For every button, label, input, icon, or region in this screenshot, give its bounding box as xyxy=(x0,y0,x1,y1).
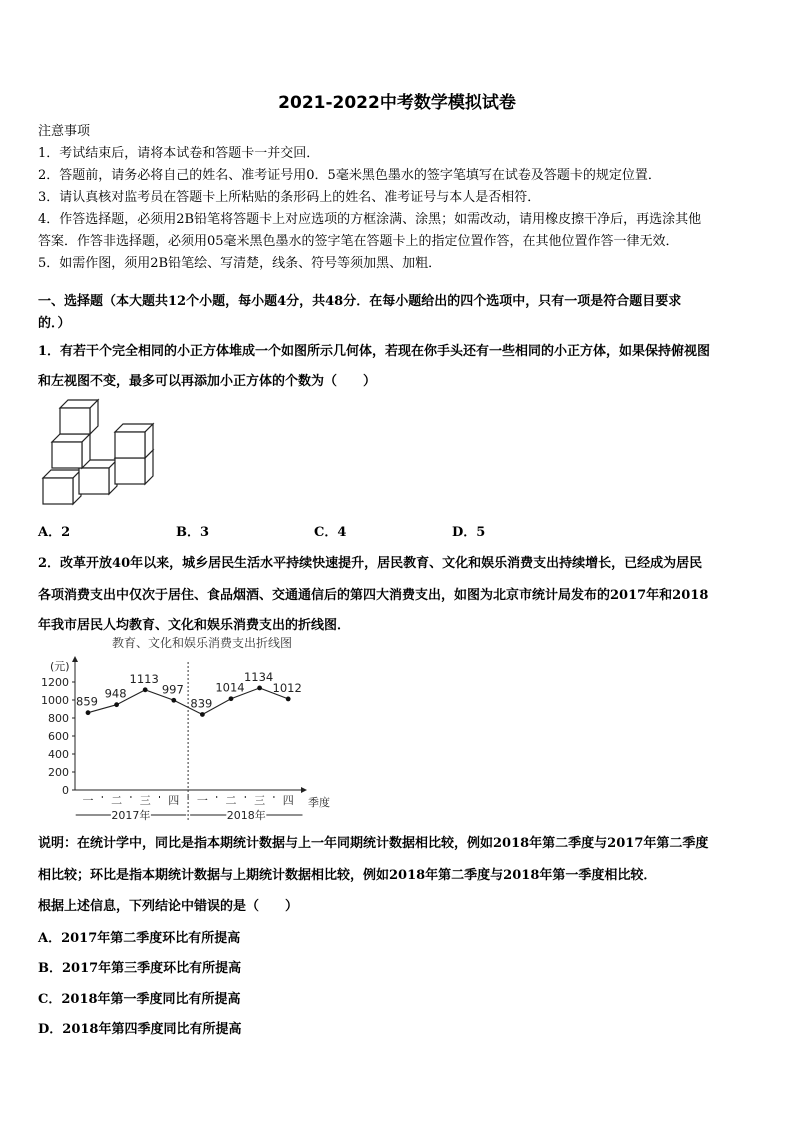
y-tick-label: 400 xyxy=(48,748,69,761)
data-point xyxy=(143,687,148,692)
option-b[interactable]: B．2017年第三季度环比有所提高 xyxy=(38,961,242,976)
y-axis-arrow xyxy=(72,656,78,662)
question-1-text: 1．有若干个完全相同的小正方体堆成一个如图所示几何体，若现在你手头还有一些相同的小正方体，如果保持俯视图 xyxy=(38,344,711,359)
data-label: 997 xyxy=(161,682,184,697)
notice-item: 1．考试结束后，请将本试卷和答题卡一并交回． xyxy=(38,146,320,161)
notice-item: 3．请认真核对监考员在答题卡上所粘贴的条形码上的姓名、准考证号与本人是否相符． xyxy=(38,190,541,205)
line-chart xyxy=(36,630,356,822)
data-point xyxy=(229,696,234,701)
section-heading: 一、选择题（本大题共12个小题，每小题4分，共48分．在每小题给出的四个选项中，只有一项是符合题目要求 xyxy=(38,294,682,309)
question-2-prompt: 根据上述信息，下列结论中错误的是（ ） xyxy=(38,899,299,914)
note-text-cont: 相比较；环比是指本期统计数据与上期统计数据相比较，例如2018年第二季度与2018年第一季度相比较． xyxy=(38,868,657,883)
y-tick-label: 0 xyxy=(62,784,69,797)
notice-heading: 注意事项 xyxy=(38,124,91,139)
x-tick-label: 三 xyxy=(139,794,151,807)
cube xyxy=(60,400,98,434)
data-label: 839 xyxy=(190,696,213,711)
question-1-text-cont: 和左视图不变，最多可以再添加小正方体的个数为（ ） xyxy=(38,374,377,389)
data-label: 948 xyxy=(104,686,127,701)
option-c[interactable]: C．4 xyxy=(314,525,347,540)
y-tick-label: 1200 xyxy=(41,676,69,689)
data-label: 1014 xyxy=(215,680,245,695)
note-text: 说明：在统计学中，同比是指本期统计数据与上一年同期统计数据相比较，例如2018年第二季度与2017年第二季度 xyxy=(38,836,709,851)
y-tick-label: 600 xyxy=(48,730,69,743)
question-2-text: 2．改革开放40年以来，城乡居民生活水平持续快速提升，居民教育、文化和娱乐消费支出持续增长，已经成为居民 xyxy=(38,556,703,571)
x-axis-label: 季度 xyxy=(308,796,330,809)
cube xyxy=(115,424,153,458)
section-heading-cont: 的．） xyxy=(38,316,71,331)
question-2-text-cont: 年我市居民人均教育、文化和娱乐消费支出的折线图． xyxy=(38,618,351,633)
question-2-text-cont: 各项消费支出中仅次于居住、食品烟酒、交通通信后的第四大消费支出，如图为北京市统计局发布的2017年和2018 xyxy=(38,588,709,603)
cube-stack-figure xyxy=(40,392,160,510)
option-d[interactable]: D．5 xyxy=(452,525,486,540)
group-label: 2017年 xyxy=(111,809,151,822)
option-a[interactable]: A．2017年第二季度环比有所提高 xyxy=(38,931,241,946)
data-point xyxy=(86,710,91,715)
x-tick-label: 一 xyxy=(196,794,208,807)
data-label: 1113 xyxy=(129,671,159,686)
option-c[interactable]: C．2018年第一季度同比有所提高 xyxy=(38,992,241,1007)
data-label: 1134 xyxy=(243,669,274,684)
x-tick-label: 四 xyxy=(282,794,294,807)
data-point xyxy=(286,697,291,702)
page-title: 2021-2022中考数学模拟试卷 xyxy=(278,93,516,113)
y-axis-label: (元) xyxy=(50,660,70,673)
data-label: 1012 xyxy=(272,680,302,695)
y-tick-label: 200 xyxy=(48,766,69,779)
y-tick-label: 1000 xyxy=(41,694,69,707)
notice-item: 答案．作答非选择题，必须用05毫米黑色墨水的签字笔在答题卡上的指定位置作答，在其他位置作答一律无效． xyxy=(38,234,679,249)
x-tick-label: 四 xyxy=(168,794,180,807)
x-axis-arrow xyxy=(301,787,307,793)
option-d[interactable]: D．2018年第四季度同比有所提高 xyxy=(38,1022,242,1037)
y-tick-label: 800 xyxy=(48,712,69,725)
data-point xyxy=(200,712,205,717)
option-a[interactable]: A．2 xyxy=(38,525,71,540)
data-label: 859 xyxy=(76,694,98,709)
notice-item: 4．作答选择题，必须用2B铅笔将答题卡上对应选项的方框涂满、涂黑；如需改动，请用橡皮擦干净后，再选涂其他 xyxy=(38,212,702,227)
x-tick-label: 二 xyxy=(225,794,237,807)
x-tick-label: 二 xyxy=(111,794,123,807)
data-point xyxy=(114,702,119,707)
data-point xyxy=(171,698,176,703)
cube xyxy=(52,434,90,468)
option-b[interactable]: B．3 xyxy=(176,525,210,540)
group-label: 2018年 xyxy=(226,809,266,822)
x-tick-label: 三 xyxy=(254,794,266,807)
data-point xyxy=(257,686,262,691)
notice-item: 2．答题前，请务必将自己的姓名、准考证号用0．5毫米黑色墨水的签字笔填写在试卷及答题卡的规定位置． xyxy=(38,168,661,183)
notice-item: 5．如需作图，须用2B铅笔绘、写清楚，线条、符号等须加黑、加粗． xyxy=(38,256,442,271)
cube xyxy=(43,470,81,504)
x-tick-label: 一 xyxy=(82,794,94,807)
chart-title: 教育、文化和娱乐消费支出折线图 xyxy=(111,636,293,650)
